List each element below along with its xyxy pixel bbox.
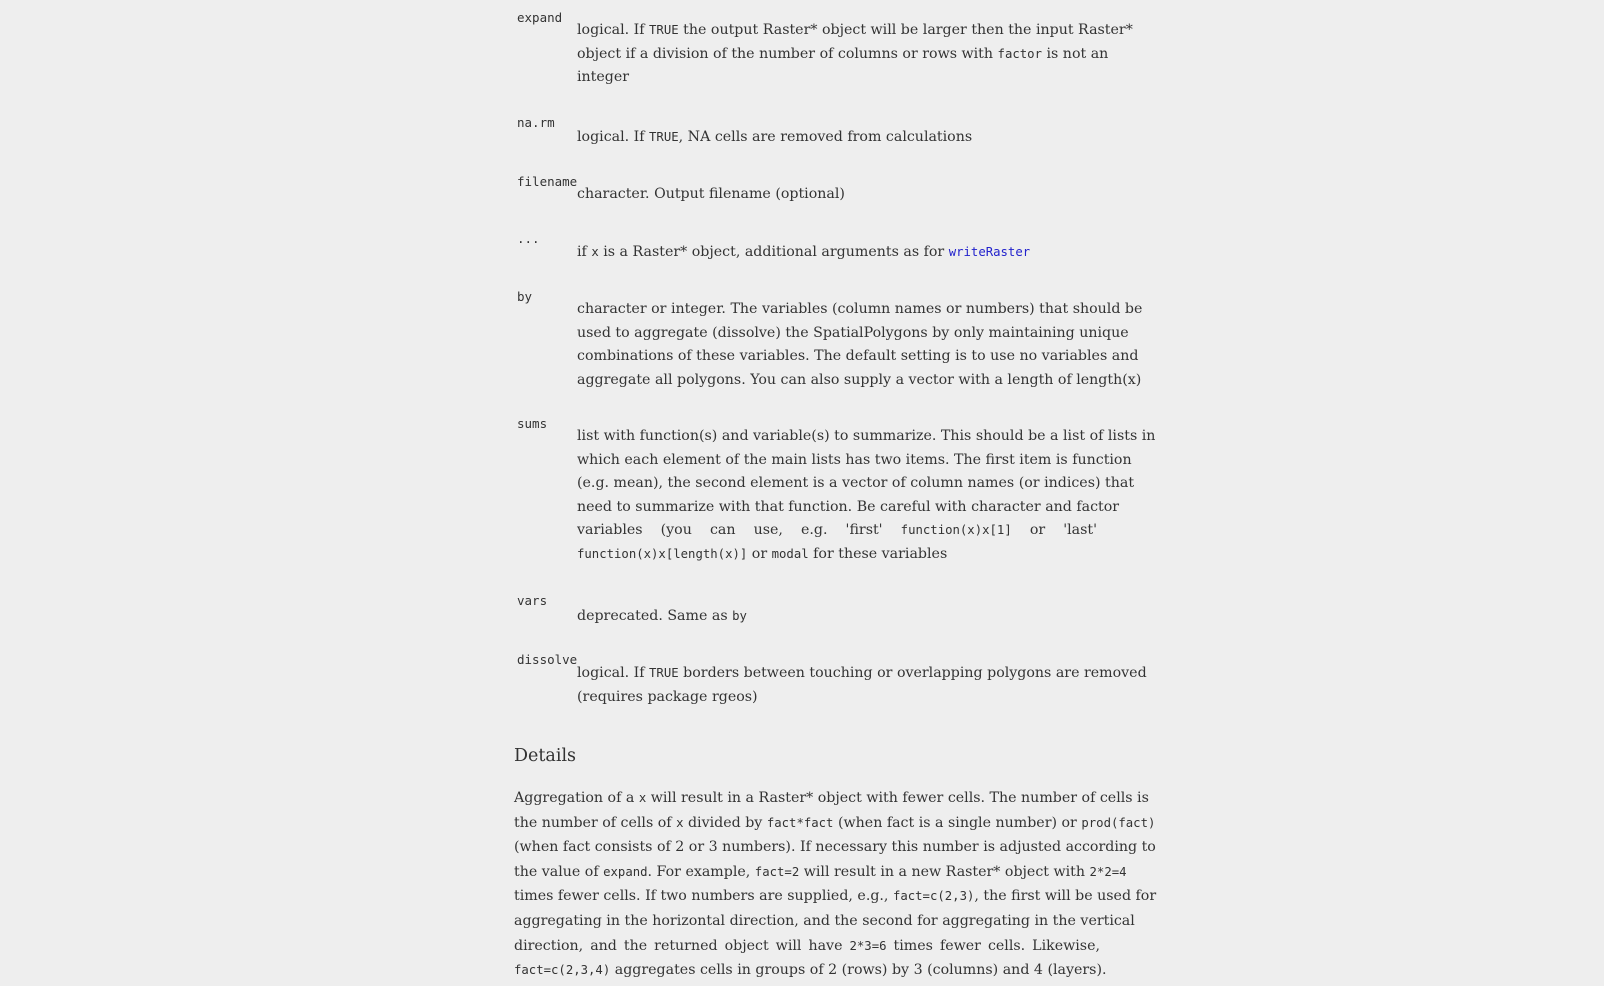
arg-desc-line: (e.g. mean), the second element is a vector of column names (or indices) that [577,475,1135,492]
arg-desc-line: (requires package rgeos) [577,688,758,705]
arg-desc-line: aggregate all polygons. You can also supply a vector with a length of length(x) [577,371,1142,388]
arg-name-sums: sums [517,416,548,431]
details-heading: Details [514,746,577,766]
details-line: times fewer cells. If two numbers are supplied, e.g., fact=c(2,3), the first will be used for [514,888,1157,905]
inline-code: by [732,609,747,623]
inline-code: prod(fact) [1081,815,1156,830]
inline-code: 2*2=4 [1089,864,1127,879]
arg-desc-line: used to aggregate (dissolve) the SpatialPolygons by only maintaining unique [577,324,1129,341]
inline-code: function(x)x[1] [900,523,1012,538]
inline-code: x [638,791,647,805]
details-line: fact=c(2,3,4) aggregates cells in groups of 2 (rows) by 3 (columns) and 4 (layers). [514,962,1107,979]
arg-desc-line: combinations of these variables. The default setting is to use no variables and [577,348,1139,365]
arg-name-by: by [517,289,533,304]
inline-code: 2*3=6 [849,938,887,953]
arg-desc-na-rm [577,126,1097,150]
arg-desc-vars [577,605,1097,629]
inline-code: expand [603,864,648,879]
arg-name-dots: ... [517,231,540,246]
arg-desc-line: variables (you can use, e.g. 'first' function(x)x[1] or 'last' [577,522,1098,539]
arg-desc-line: character or integer. The variables (column names or numbers) that should be [577,301,1143,317]
arg-desc-line: deprecated. Same as by [577,608,747,624]
arg-desc-line: function(x)x[length(x)] or modal for these variables [577,545,948,562]
details-line: Aggregation of a x will result in a Raster* object with fewer cells. The number of cells is [514,790,1149,806]
arg-name-vars: vars [517,593,548,608]
arg-desc-expand [577,19,1133,90]
arg-desc-filename [577,183,1097,207]
arg-desc-dots [577,241,1097,265]
arg-desc-line: character. Output filename (optional) [577,186,845,202]
arg-desc-line: need to summarize with that function. Be careful with character and factor [577,498,1120,515]
details-line: the number of cells of x divided by fact*fact (when fact is a single number) or prod(fact) [514,814,1156,831]
link-writeraster[interactable]: writeRaster [948,245,1031,259]
details-line: direction, and the returned object will have 2*3=6 times fewer cells. Likewise, [514,937,1100,954]
inline-code: modal [771,546,809,561]
arg-name-dissolve: dissolve [517,652,578,667]
inline-code: factor [997,46,1042,61]
arg-desc-line: object if a division of the number of columns or rows with factor is not an [577,45,1109,62]
arg-desc-dissolve [577,662,1147,709]
arg-desc-line: which each element of the main lists has two items. The first item is function [577,451,1132,468]
inline-code: fact=2 [754,864,800,879]
arg-desc-line: list with function(s) and variable(s) to summarize. This should be a list of lists in [577,428,1156,444]
details-line: the value of expand. For example, fact=2 will result in a new Raster* object with 2*2=4 [514,863,1127,880]
arg-name-filename: filename [517,174,578,189]
inline-code: x [591,245,599,259]
inline-code: x [676,815,684,830]
details-paragraph [514,786,1157,983]
inline-code: fact*fact [766,815,834,830]
arg-desc-line: logical. If TRUE borders between touching or overlapping polygons are removed [577,665,1147,681]
details-line: aggregating in the horizontal direction, and the second for aggregating in the vertical [514,912,1135,929]
arg-desc-by [577,298,1143,392]
inline-code: TRUE [649,130,679,144]
inline-code: fact=c(2,3,4) [514,963,611,978]
inline-code: TRUE [649,23,679,37]
arg-desc-line: logical. If TRUE the output Raster* object will be larger then the input Raster* [577,22,1133,38]
inline-code: function(x)x[length(x)] [577,546,748,561]
arg-desc-line: integer [577,69,630,86]
details-line: (when fact consists of 2 or 3 numbers). If necessary this number is adjusted according to [514,839,1156,856]
arg-desc-sums [577,425,1156,567]
arg-name-na-rm: na.rm [517,115,555,130]
arg-desc-line: if x is a Raster* object, additional arguments as for writeRaster [577,244,1031,260]
arg-desc-line: logical. If TRUE, NA cells are removed from calculations [577,129,973,145]
inline-code: fact=c(2,3) [892,889,975,904]
arg-name-expand: expand [517,10,563,25]
inline-code: TRUE [649,666,679,680]
